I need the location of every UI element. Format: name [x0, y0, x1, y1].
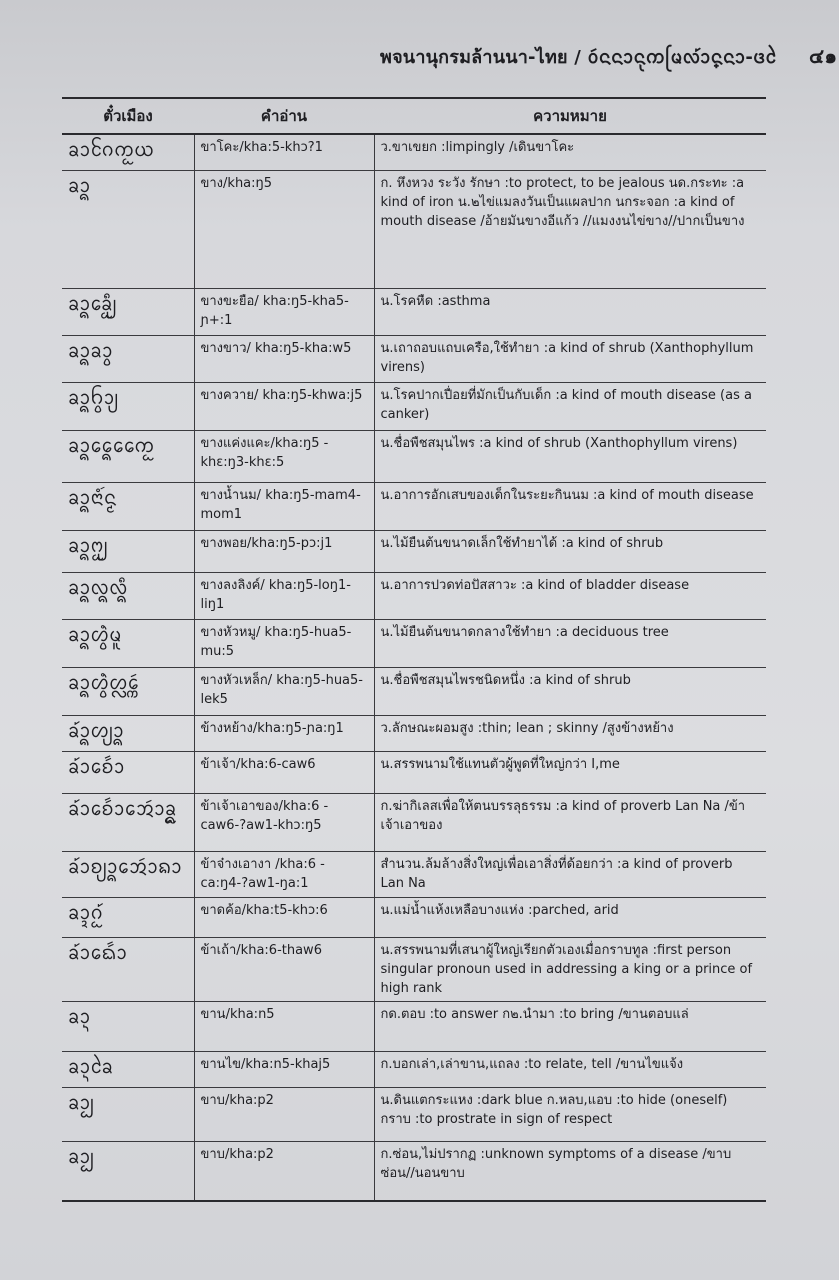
table-row	[62, 851, 766, 897]
lanna-script-cell: ᨡᩣ᩠ᨦᨡᩮᩬᩥ᩠ᨿ	[62, 288, 194, 335]
reading-cell: ขางหัวเหล็ก/ kha:ŋ5-hua5-lek5	[194, 667, 374, 715]
table-row	[62, 170, 766, 288]
page-header	[380, 40, 838, 73]
meaning-cell: น.แม่น้ำแห้งเหลือบางแห่ง :parched, arid	[374, 897, 766, 937]
table-row	[62, 382, 766, 430]
table-row	[62, 134, 766, 170]
book-title: พจนานุกรมล้านนา-ไทย / ᩅᩢᨶᨶᩣᨶᩩᨠᩕᨾᩃ᩶ᩣ᩠ᨶᨶᩣ-ᨴᩱ	[380, 47, 777, 68]
table-row	[62, 430, 766, 482]
lanna-script-cell: ᨡᩣ᩠ᨦᩯ᩠ᨦᨠᩯᩬ	[62, 430, 194, 482]
meaning-cell: ว.ลักษณะผอมสูง :thin; lean ; skinny /สูงข้างหย้าง	[374, 715, 766, 751]
reading-cell: ขางแค่งแคะ/kha:ŋ5 -khɛ:ŋ3-khɛ:5	[194, 430, 374, 482]
lanna-script-cell: ᨡᩣ᩠ᨦ	[62, 170, 194, 288]
table-row	[62, 619, 766, 667]
reading-cell: ข้าจ๋างเอางา /kha:6 -ca:ŋ4-?aw1-ŋa:1	[194, 851, 374, 897]
meaning-cell: น.ไม้ยืนต้นขนาดเล็กใช้ทำยาได้ :a kind of shrub	[374, 530, 766, 572]
reading-cell: ขาโคะ/kha:5-khɔ?1	[194, 134, 374, 170]
reading-cell: ขาน/kha:n5	[194, 1001, 374, 1051]
table-row	[62, 793, 766, 851]
meaning-cell: กด.ตอบ :to answer ก๒.นำมา :to bring /ขานตอบแล่	[374, 1001, 766, 1051]
lanna-script-cell: ᨡᩣ᩠ᨦᩃ᩠ᨦᩃᩥ᩠ᨦ	[62, 572, 194, 619]
lanna-script-cell: ᨡ᩶ᩣᨳᩮᩢ᩶ᩣ	[62, 937, 194, 1001]
lanna-script-cell: ᨡᩣᨣᩰᨠᩬᨿ	[62, 134, 194, 170]
meaning-cell: ก.ซ่อน,ไม่ปรากฏ :unknown symptoms of a disease /ขาบซ่อน//นอนขาบ	[374, 1141, 766, 1201]
page-number: ๔๑	[809, 44, 838, 68]
reading-cell: ขานไข/kha:n5-khaj5	[194, 1051, 374, 1087]
reading-cell: ขาดค้อ/kha:t5-khɔ:6	[194, 897, 374, 937]
lanna-script-cell: ᨡᩣ᩠ᨶᨡᩱ	[62, 1051, 194, 1087]
lanna-script-cell: ᨡᩣ᩠ᨦᩉ᩠ᩅᩫᨾᩪ	[62, 619, 194, 667]
meaning-cell: น.ไม้ยืนต้นขนาดกลางใช้ทำยา :a deciduous tree	[374, 619, 766, 667]
lanna-script-cell: ᨡᩣ᩠ᨦᨡᩣ᩠ᩅ	[62, 335, 194, 382]
lanna-script-cell: ᨡ᩶ᩣᨧᩮᩢ᩶ᩣ	[62, 751, 194, 793]
reading-cell: ขางพอย/kha:ŋ5-pɔ:j1	[194, 530, 374, 572]
meaning-cell: น.โรคหืด :asthma	[374, 288, 766, 335]
reading-cell: ขางขาว/ kha:ŋ5-kha:w5	[194, 335, 374, 382]
table-row	[62, 751, 766, 793]
meaning-cell: น.โรคปากเปื่อยที่มักเป็นกับเด็ก :a kind of mouth disease (as a canker)	[374, 382, 766, 430]
meaning-cell: น.สรรพนามใช้แทนตัวผู้พูดที่ใหญ่กว่า I,me	[374, 751, 766, 793]
table-row	[62, 335, 766, 382]
lanna-script-cell: ᨡ᩶ᩣᨧ᩠ᨿᩣ᩠ᨦᩋᩮᩢᩣᨦᩣ	[62, 851, 194, 897]
meaning-cell: น.อาการปวดท่อปัสสาวะ :a kind of bladder disease	[374, 572, 766, 619]
lanna-script-cell: ᨡᩣ᩠ᨶ	[62, 1001, 194, 1051]
table-row	[62, 897, 766, 937]
dictionary-table	[62, 97, 766, 1202]
lanna-script-cell: ᨡᩣ᩠ᨦᨶᩣᩴ᩶ᨶ᩠ᨾ	[62, 482, 194, 530]
table-row	[62, 1141, 766, 1201]
column-header-script: ตั๋วเมือง	[62, 98, 194, 134]
reading-cell: ขางควาย/ kha:ŋ5-khwa:j5	[194, 382, 374, 430]
table-row	[62, 1051, 766, 1087]
meaning-cell: ว.ขาเขยก :limpingly /เดินขาโคะ	[374, 134, 766, 170]
table-row	[62, 1001, 766, 1051]
reading-cell: ขาง/kha:ŋ5	[194, 170, 374, 288]
meaning-cell: น.อาการอักเสบของเด็กในระยะกินนม :a kind of mouth disease	[374, 482, 766, 530]
meaning-cell: สำนวน.ล้มล้างสิ่งใหญ่เพื่อเอาสิ่งที่ด้อยกว่า :a kind of proverb Lan Na	[374, 851, 766, 897]
meaning-cell: น.เถาถอบแถบเครือ,ใช้ทำยา :a kind of shrub (Xanthophyllum virens)	[374, 335, 766, 382]
reading-cell: ขางหัวหมู/ kha:ŋ5-hua5-mu:5	[194, 619, 374, 667]
table-row	[62, 572, 766, 619]
lanna-script-cell: ᨡᩣ᩠ᨯᨣᩬ᩶	[62, 897, 194, 937]
column-header-meaning: ความหมาย	[374, 98, 766, 134]
meaning-cell: น.ดินแตกระแหง :dark blue ก.หลบ,แอบ :to hide (oneself) กราบ :to prostrate in sign of respect	[374, 1087, 766, 1141]
reading-cell: ข้าเจ้าเอาของ/kha:6 -caw6-?aw1-khɔ:ŋ5	[194, 793, 374, 851]
table-row	[62, 530, 766, 572]
column-header-reading: คำอ่าน	[194, 98, 374, 134]
table-row	[62, 288, 766, 335]
table-row	[62, 482, 766, 530]
table-row	[62, 715, 766, 751]
meaning-cell: น.สรรพนามที่เสนาผู้ใหญ่เรียกตัวเองเมื่อกราบทูล :first person singular pronoun used in addressing a king or a prince of high rank	[374, 937, 766, 1001]
lanna-script-cell: ᨡ᩶ᩣᨧᩮᩢ᩶ᩣᩋᩮᩢᩣᨡᩬ᩠ᨦ	[62, 793, 194, 851]
reading-cell: ขาบ/kha:p2	[194, 1141, 374, 1201]
table-row	[62, 1087, 766, 1141]
lanna-script-cell: ᨡᩣ᩠ᨦᨻᩬ᩠ᨿ	[62, 530, 194, 572]
meaning-cell: น.ชื่อพืชสมุนไพรชนิดหนึ่ง :a kind of shrub	[374, 667, 766, 715]
reading-cell: ข้างหย้าง/kha:ŋ5-ɲa:ŋ1	[194, 715, 374, 751]
table-row	[62, 937, 766, 1001]
meaning-cell: ก. หึงหวง ระวัง รักษา :to protect, to be jealous นด.กระทะ :a kind of iron น.๒ไข่แมลงวันเป็นแผลปาก นกระจอก :a kind of mouth disease /อ้ายมันขางอีแก้ว //แมงงนไข่ขาง//ปากเป็นขาง	[374, 170, 766, 288]
meaning-cell: ก.บอกเล่า,เล่าขาน,แถลง :to relate, tell /ขานไขแจ้ง	[374, 1051, 766, 1087]
lanna-script-cell: ᨡᩣ᩠ᨷ	[62, 1141, 194, 1201]
lanna-script-cell: ᨡ᩶ᩣ᩠ᨦᩉ᩠ᨿᩣ᩠ᨦ	[62, 715, 194, 751]
reading-cell: ขาบ/kha:p2	[194, 1087, 374, 1141]
table-header-row	[62, 98, 766, 134]
table-row	[62, 667, 766, 715]
lanna-script-cell: ᨡᩣ᩠ᨷ	[62, 1087, 194, 1141]
meaning-cell: ก.ฆ่ากิเลสเพื่อให้ตนบรรลุธรรม :a kind of proverb Lan Na /ข้าเจ้าเอาของ	[374, 793, 766, 851]
reading-cell: ข้าเจ้า/kha:6-caw6	[194, 751, 374, 793]
reading-cell: ขางลงลิงค์/ kha:ŋ5-loŋ1-liŋ1	[194, 572, 374, 619]
lanna-script-cell: ᨡᩣ᩠ᨦᨤ᩠ᩅᩣ᩠ᨿ	[62, 382, 194, 430]
lanna-script-cell: ᨡᩣ᩠ᨦᩉ᩠ᩅᩫᩉᩖᩮᩢ᩠ᨠ	[62, 667, 194, 715]
meaning-cell: น.ชื่อพืชสมุนไพร :a kind of shrub (Xanthophyllum virens)	[374, 430, 766, 482]
reading-cell: ขางขะยือ/ kha:ŋ5-kha5-ɲ+:1	[194, 288, 374, 335]
reading-cell: ขางน้ำนม/ kha:ŋ5-mam4-mom1	[194, 482, 374, 530]
reading-cell: ข้าเถ้า/kha:6-thaw6	[194, 937, 374, 1001]
